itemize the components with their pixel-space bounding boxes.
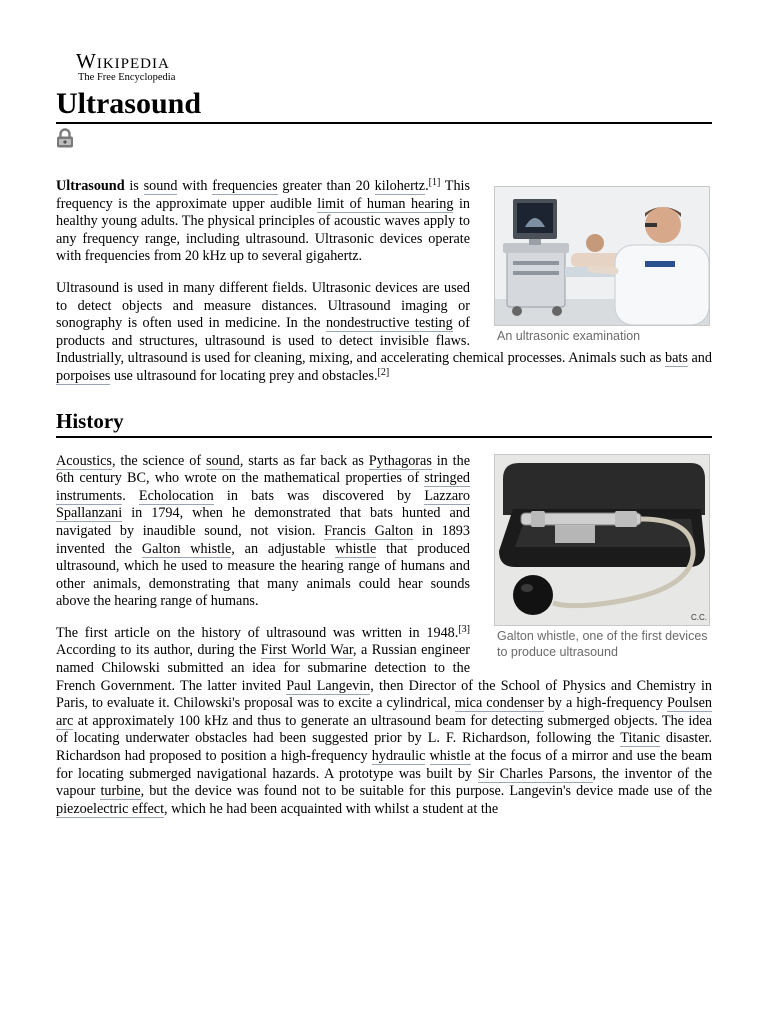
text: , the science of	[111, 452, 206, 469]
term-ultrasound: Ultrasound	[56, 178, 125, 194]
text: The first article on the history of ultrasound was written in 1948.	[56, 624, 459, 641]
image-mark-cc: C.C.	[691, 612, 707, 622]
text: , which he had been acquainted with whilst a student at the	[164, 800, 499, 817]
link-titanic[interactable]: Titanic	[620, 730, 660, 747]
text: , starts as far back as	[239, 452, 369, 469]
reference-3[interactable]: [3]	[458, 623, 470, 635]
text: .	[122, 487, 139, 504]
link-whistle[interactable]: whistle	[335, 540, 377, 557]
text: with	[177, 178, 213, 194]
text: greater than 20	[277, 178, 375, 194]
protection-indicator[interactable]	[56, 128, 712, 148]
link-piezoelectric-effect[interactable]: piezoelectric effect	[56, 800, 165, 817]
link-frequencies[interactable]: frequencies	[212, 178, 278, 194]
logo-wordmark: Wikipedia	[76, 49, 170, 73]
link-nondestructive-testing[interactable]: nondestructive testing	[325, 315, 453, 332]
link-whistle[interactable]: whistle	[429, 748, 471, 765]
text: .	[425, 178, 429, 194]
text: use ultrasound for locating prey and obstacles.	[110, 367, 378, 384]
link-lazzaro-spallanzani[interactable]: Lazzaro Spallanzani	[56, 487, 470, 522]
text: in healthy young adults. The physical principles of acoustic waves apply to any frequency range, including ultrasound. Ultrasonic devices operate with frequencies from 20 kHz up to several gigahertz.	[56, 195, 470, 265]
reference-1[interactable]: [1]	[428, 177, 441, 188]
link-kilohertz[interactable]: kilohertz	[374, 178, 426, 194]
link-porpoises[interactable]: porpoises	[56, 367, 111, 384]
link-stringed-instruments[interactable]: stringed instruments	[56, 470, 470, 504]
text: and	[687, 350, 712, 367]
link-galton-whistle[interactable]: Galton whistle	[141, 540, 232, 557]
figure-image-frame[interactable]	[494, 186, 710, 326]
text: This frequency is the approximate upper audible	[56, 178, 471, 212]
wikipedia-logo[interactable]	[76, 50, 712, 86]
text: , a Russian engineer named Chilowski submitted an idea for submarine detection to the French Government. The latter invited	[56, 642, 470, 694]
figure-ultrasonic-examination	[494, 186, 712, 345]
galton-whistle-image	[495, 455, 709, 625]
text: According to its author, during the	[56, 642, 261, 659]
text: , an adjustable	[231, 540, 336, 557]
text: of products and structures, ultrasound is used to detect invisible flaws. Industrially, ultrasound is used for cleaning, mixing, and accelerating chemical processes. Animals such as	[56, 315, 666, 367]
link-paul-langevin[interactable]: Paul Langevin	[286, 677, 371, 694]
logo-tagline: The Free Encyclopedia	[78, 72, 176, 83]
text: at the focus of a mirror and use the beam for locating submerged navigational hazards. A prototype was built by	[56, 748, 712, 782]
text: in 1893 invented the	[56, 522, 470, 557]
link-limit-of-human-hearing[interactable]: limit of human hearing	[317, 195, 454, 212]
link-mica-condenser[interactable]: mica condenser	[454, 695, 544, 712]
text: at approximately 100 kHz and thus to generate an ultrasound beam for detecting submerged objects. The idea of locating underwater obstacles had been suggested prior by L. F. Richardson, following the	[56, 712, 712, 747]
lock-icon	[56, 128, 74, 148]
figure-caption: Galton whistle, one of the first devices to produce ultrasound	[497, 628, 708, 660]
text: , then Director of the School of Physics and Chemistry in Paris, to evaluate it. Chilowski's proposal was to excite a cylindrical,	[56, 677, 712, 712]
link-turbine[interactable]: turbine	[100, 783, 141, 800]
article	[56, 50, 712, 818]
text: Ultrasound is used in many different fields. Ultrasonic devices are used to detect objects and measure distances. Ultrasound imaging or sonography is often used in medicine. In the	[56, 279, 470, 332]
page-title: Ultrasound	[56, 86, 712, 124]
figure-galton-whistle	[494, 454, 712, 661]
reference-2[interactable]: [2]	[377, 366, 390, 378]
text: by a high-frequency	[543, 695, 668, 712]
link-acoustics[interactable]: Acoustics	[56, 452, 112, 469]
text: that produced ultrasound, which he used to measure the hearing range of humans and other animals, demonstrating that many animals could hear sounds above the hearing range of humans.	[56, 540, 470, 610]
text: disaster. Richardson had proposed to position a high-frequency	[56, 730, 713, 765]
figure-caption: An ultrasonic examination	[497, 329, 641, 343]
text: , the inventor of the vapour	[56, 765, 712, 800]
link-first-world-war[interactable]: First World War	[260, 642, 353, 659]
link-sound[interactable]: sound	[205, 452, 240, 469]
text: , but the device was found not to be suitable for this purpose. Langevin's device made use of the	[140, 783, 712, 800]
section-heading-history: History	[56, 408, 712, 438]
text: in bats was discovered by	[213, 487, 425, 504]
link-echolocation[interactable]: Echolocation	[138, 487, 214, 504]
link-hydraulic[interactable]: hydraulic	[371, 748, 426, 765]
link-sound[interactable]: sound	[143, 178, 178, 194]
link-francis-galton[interactable]: Francis Galton	[324, 522, 414, 539]
text: in 1794, when he demonstrated that bats hunted and navigated by inaudible sound, not vision.	[56, 505, 470, 539]
link-sir-charles-parsons[interactable]: Sir Charles Parsons	[477, 765, 593, 782]
text: is	[124, 178, 144, 194]
link-bats[interactable]: bats	[665, 350, 688, 367]
text	[425, 748, 429, 764]
link-poulsen-arc[interactable]: Poulsen arc	[56, 695, 712, 729]
figure-image-frame[interactable]	[494, 454, 710, 626]
text: in the 6th century BC, who wrote on the mathematical properties of	[56, 452, 470, 487]
link-pythagoras[interactable]: Pythagoras	[368, 452, 432, 469]
ultrasound-exam-image	[495, 187, 709, 325]
